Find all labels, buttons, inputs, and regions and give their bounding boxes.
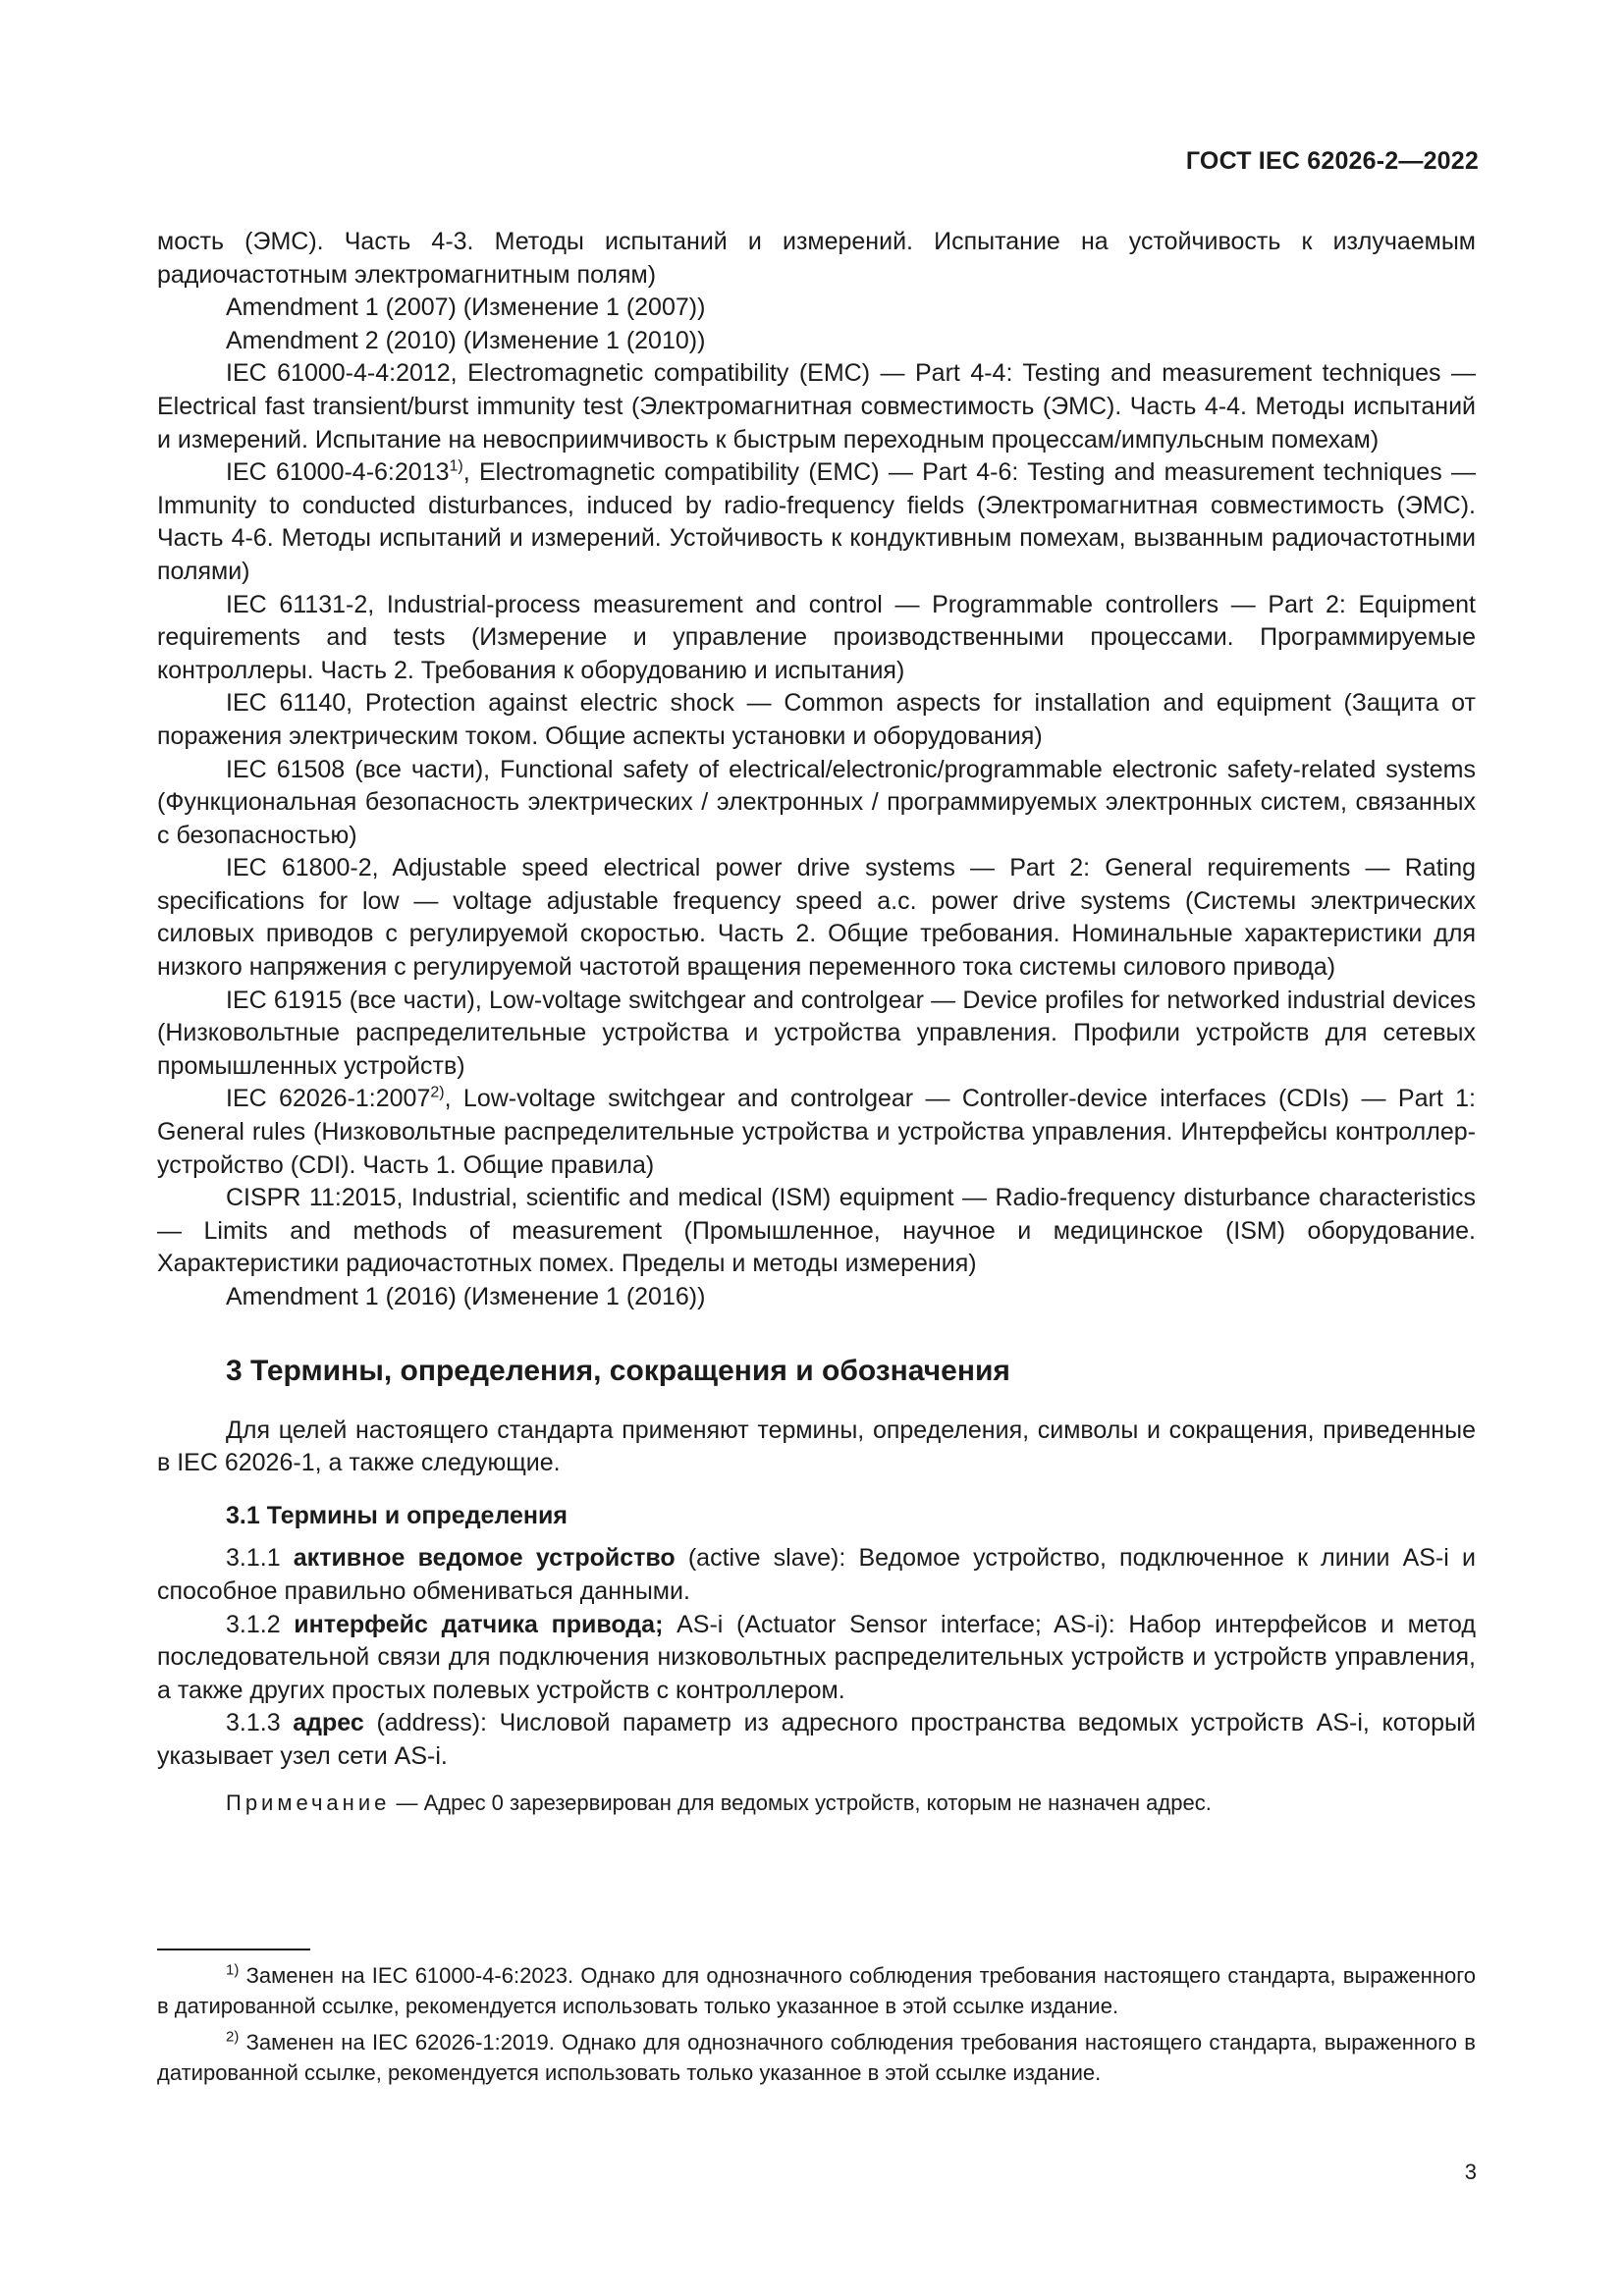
term-definition: (active slave): Ведомое устройство, подключенное к линии AS-i и способное правильно обмениваться данными. [157,1544,1476,1605]
footnote-separator [157,1949,310,1950]
term-definition: (address): Числовой параметр из адресного пространства ведомых устройств AS-i, который указывает узел сети AS-i. [157,1709,1476,1770]
term-entry [157,1707,1476,1773]
term-number: 3.1.3 [226,1709,281,1737]
section-heading: 3 Термины, определения, сокращения и обозначения [226,1354,1010,1387]
reference-iec-61131-2: IEC 61131-2, Industrial-process measurement and control — Programmable controllers — Part 2: Equipment requirements and tests (Измерение и управление производственными процессами. Программируемые контроллеры. Часть 2. Требования к оборудованию и испытания) [157,590,1476,684]
footnotes [157,1960,1476,2094]
reference-iec-61140: IEC 61140, Protection against electric shock — Common aspects for installation and equipment (Защита от поражения электрическим током. Общие аспекты установки и оборудования) [157,689,1476,750]
reference-iec-61000-4-4: IEC 61000-4-4:2012, Electromagnetic compatibility (EMC) — Part 4-4: Testing and measurement techniques — Electrical fast transient/burst immunity test (Электромагнитная совместимость (ЭМС). Часть 4-4. Методы испытаний и измерений. Испытание на невосприимчивость к быстрым переходным процессам/импульсным помехам) [157,359,1476,454]
reference-iec-61915: IEC 61915 (все части), Low-voltage switchgear and controlgear — Device profiles for networked industrial devices (Низковольтные распределительные устройства и устройства управления. Профили устройств для сетевых промышленных устройств) [157,986,1476,1080]
reference-amendment-2007: Amendment 1 (2007) (Изменение 1 (2007)) [226,294,706,322]
reference-amendment-2016: Amendment 1 (2016) (Изменение 1 (2016)) [226,1283,706,1310]
note-label: Примечание [226,1789,391,1815]
footnote [157,2027,1476,2088]
term-definition: AS-i (Actuator Sensor interface; AS-i): Набор интерфейсов и метод последовательной связи для подключения низковольтных распределительных устройств и устройств управления, а также других простых полевых устройств с контроллером. [157,1610,1476,1704]
term-name: интерфейс датчика привода; [294,1610,664,1638]
section-intro: Для целей настоящего стандарта применяют термины, определения, символы и сокращения, приведенные в IEC 62026-1, а также следующие. [157,1415,1476,1477]
reference-iec-61508: IEC 61508 (все части), Functional safety of electrical/electronic/programmable electronic safety-related systems (Функциональная безопасность электрических / электронных / программируемых электронных систем, связанных с безопасностью) [157,755,1476,849]
term-entry [157,1542,1476,1608]
reference-iec-61000-4-6 [157,456,1476,588]
reference-iec-61800-2: IEC 61800-2, Adjustable speed electrical power drive systems — Part 2: General requirements — Rating specifications for low — voltage adjustable frequency speed a.c. power drive systems (Системы электрических силовых приводов с регулируемой скоростью. Часть 2. Общие требования. Номинальные характеристики для низкого напряжения с регулируемой частотой вращения переменного тока системы силового привода) [157,854,1476,982]
footnote-text: Заменен на IEC 62026-1:2019. Однако для однозначного соблюдения требования настоящего стандарта, выраженного в датированной ссылке, рекомендуется использовать только указанное в этой ссылке издание. [157,2030,1476,2085]
reference-continuation: мость (ЭМС). Часть 4-3. Методы испытаний и измерений. Испытание на устойчивость к излучаемым радиочастотным электромагнитным полям) [157,228,1476,289]
footnote-ref-2[interactable]: 2) [430,1085,445,1102]
term-number: 3.1.2 [226,1610,281,1638]
footnote-mark: 1) [226,1961,240,1979]
term-name: активное ведомое устройство [293,1544,676,1573]
term-name: адрес [293,1709,364,1737]
term-number: 3.1.1 [226,1544,281,1573]
term-entry [157,1609,1476,1708]
reference-iec-62026-1 [157,1083,1476,1182]
reference-code: IEC 61000-4-6:2013 [226,458,450,487]
footnote [157,1960,1476,2021]
footnote-mark: 2) [226,2028,240,2046]
reference-code: IEC 62026-1:2007 [226,1085,431,1113]
page-number: 3 [1464,2160,1477,2184]
footnote-text: Заменен на IEC 61000-4-6:2023. Однако для однозначного соблюдения требования настоящего стандарта, выраженного в датированной ссылке, рекомендуется использовать только указанное в этой ссылке издание. [157,1963,1476,2018]
document-code-header: ГОСТ IEC 62026-2—2022 [1185,147,1479,175]
reference-cispr-11: CISPR 11:2015, Industrial, scientific and medical (ISM) equipment — Radio-frequency disturbance characteristics — Limits and methods of measurement (Промышленное, научное и медицинское (ISM) оборудование. Характеристики радиочастотных помех. Пределы и методы измерения) [157,1184,1476,1278]
reference-text: , Low-voltage switchgear and controlgear — Controller-device interfaces (CDIs) — Part 1: General rules (Низковольтные распределительные устройства и устройства управления. Интерфейсы контроллер-устройство (CDI). Часть 1. Общие правила) [157,1085,1476,1179]
reference-text: , Electromagnetic compatibility (EMC) — Part 4-6: Testing and measurement techniques — Immunity to conducted disturbances, induced by radio-frequency fields (Электромагнитная совместимость (ЭМС). Часть 4-6. Методы испытаний и измерений. Устойчивость к кондуктивным помехам, вызванным радиочастотными полями) [157,458,1476,585]
subsection-heading: 3.1 Термины и определения [226,1501,568,1529]
reference-amendment-2010: Amendment 2 (2010) (Изменение 1 (2010)) [226,326,706,354]
footnote-ref-1[interactable]: 1) [449,457,463,475]
document-body [157,226,1476,1818]
note-text: — Адрес 0 зарезервирован для ведомых устройств, которым не назначен адрес. [396,1789,1212,1815]
note [157,1788,1476,1818]
